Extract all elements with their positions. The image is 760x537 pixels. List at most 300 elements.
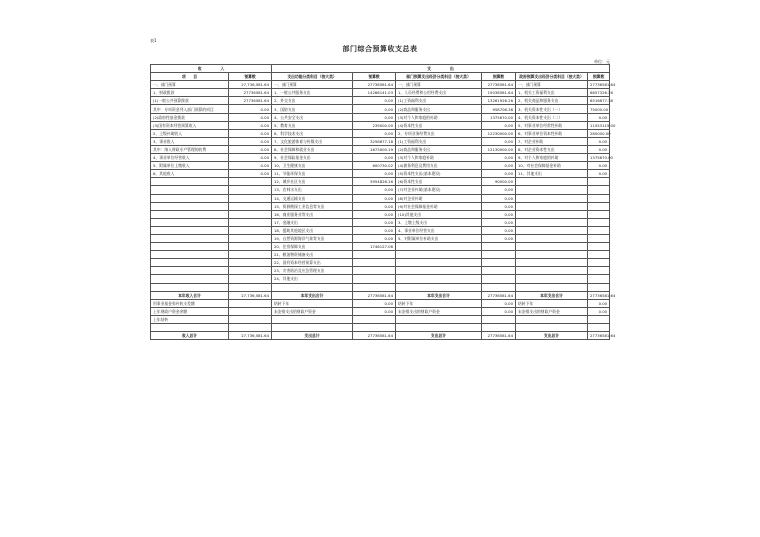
- table-cell: 4、机关资本性支出（二）: [516, 113, 588, 121]
- column-header: 项 目: [151, 73, 229, 81]
- table-cell: [396, 275, 482, 283]
- table-cell: (2)商品和服务支出: [396, 105, 482, 113]
- table-row: [151, 218, 610, 226]
- page-title: 部门综合预算收支总表: [342, 45, 418, 53]
- table-cell: [229, 324, 272, 332]
- table-cell: 280000.00: [588, 129, 610, 137]
- table-cell: 一、部门预算: [151, 81, 229, 89]
- table-cell: 0.00: [353, 218, 396, 226]
- table-cell: [151, 218, 229, 226]
- table-cell: 用事业基金弥补收支差额: [151, 299, 229, 307]
- table-cell: 17、金融支出: [272, 218, 353, 226]
- table-cell: 0.00: [229, 162, 272, 170]
- table-cell: 支出总计: [396, 332, 482, 340]
- table-cell: 3、事业收入: [151, 137, 229, 145]
- table-row: [151, 89, 610, 97]
- table-cell: (1)工资福利支出: [396, 137, 482, 145]
- table-cell: [516, 315, 588, 323]
- table-cell: [229, 194, 272, 202]
- table-cell: 未安排支出的财政户资金: [516, 307, 588, 315]
- table-cell: (6)资本性支出: [396, 178, 482, 186]
- table-cell: 5、附属单位上缴收入: [151, 162, 229, 170]
- table-cell: 2、机关商品和服务支出: [516, 97, 588, 105]
- table-cell: 0.00: [229, 145, 272, 153]
- table-cell: 上年财政户资金余额: [151, 307, 229, 315]
- table-cell: 未安排支出的财政户资金: [396, 307, 482, 315]
- table-row: [151, 283, 610, 291]
- table-cell: 0.00: [482, 202, 516, 210]
- table-cell: 27736581.64: [588, 291, 610, 299]
- table-cell: [151, 226, 229, 234]
- unit-label: 单位：元: [594, 59, 610, 64]
- table-cell: (8)对企业补助: [396, 194, 482, 202]
- column-header: 支出功能分类科目（按大类）: [272, 73, 353, 81]
- table-cell: 0.00: [229, 154, 272, 162]
- table-row: [151, 105, 610, 113]
- table-cell: 1746127.06: [353, 243, 396, 251]
- table-cell: [353, 267, 396, 275]
- table-cell: 27,736,581.64: [229, 332, 272, 340]
- table-cell: [588, 315, 610, 323]
- table-cell: [229, 178, 272, 186]
- table-cell: 0.00: [229, 137, 272, 145]
- table-cell: [229, 283, 272, 291]
- table-cell: 支出总计: [516, 332, 588, 340]
- table-cell: 0.00: [229, 121, 272, 129]
- table-cell: [588, 259, 610, 267]
- table-row: [151, 162, 610, 170]
- table-cell: [151, 202, 229, 210]
- table-cell: 1、一般公共服务支出: [272, 89, 353, 97]
- table-cell: [151, 283, 229, 291]
- table-cell: [353, 283, 396, 291]
- table-cell: [482, 243, 516, 251]
- table-cell: [482, 275, 516, 283]
- table-row: [151, 186, 610, 194]
- table-cell: [516, 218, 588, 226]
- table-cell: 600730.02: [353, 162, 396, 170]
- table-cell: [516, 194, 588, 202]
- table-row: [151, 137, 610, 145]
- table-cell: 22、国有资本经营预算支出: [272, 259, 353, 267]
- table-cell: 3、机关资本性支出（一）: [516, 105, 588, 113]
- table-cell: [151, 243, 229, 251]
- table-cell: [588, 178, 610, 186]
- table-cell: (2)商品和服务支出: [396, 145, 482, 153]
- table-cell: 11553119.00: [588, 121, 610, 129]
- table-cell: 27736581.64: [482, 291, 516, 299]
- table-row: [151, 226, 610, 234]
- table-row: [151, 170, 610, 178]
- table-cell: 2、上级补助收入: [151, 129, 229, 137]
- table-cell: 0.00: [353, 194, 396, 202]
- table-cell: 7、文化旅游体育与传媒支出: [272, 137, 353, 145]
- table-cell: 一、部门预算: [272, 81, 353, 89]
- table-cell: 27,736,581.64: [229, 291, 272, 299]
- table-cell: 4、事业单位经营收入: [151, 154, 229, 162]
- table-cell: 27736581.64: [353, 291, 396, 299]
- table-cell: [396, 283, 482, 291]
- table-row: [151, 178, 610, 186]
- table-cell: [272, 315, 353, 323]
- table-cell: [516, 178, 588, 186]
- table-cell: (2)政府性基金拨款: [151, 113, 229, 121]
- table-cell: 11、节能环保支出: [272, 170, 353, 178]
- column-header: 预算数: [588, 73, 610, 81]
- table-cell: 0.00: [588, 307, 610, 315]
- table-cell: [588, 243, 610, 251]
- table-cell: [229, 234, 272, 242]
- table-cell: [229, 275, 272, 283]
- table-cell: [396, 243, 482, 251]
- table-cell: (7)对企业补助(基本建设): [396, 186, 482, 194]
- table-row: [151, 299, 610, 307]
- table-cell: 19、自然资源海洋气象等支出: [272, 234, 353, 242]
- table-cell: [151, 251, 229, 259]
- column-header: 预算数: [229, 73, 272, 81]
- table-cell: [482, 267, 516, 275]
- table-cell: 0.00: [353, 170, 396, 178]
- table-cell: [353, 315, 396, 323]
- table-row: [151, 121, 610, 129]
- table-cell: [396, 324, 482, 332]
- table-cell: [588, 210, 610, 218]
- table-cell: [482, 259, 516, 267]
- table-cell: 15036581.64: [482, 89, 516, 97]
- table-cell: 12、城乡社区支出: [272, 178, 353, 186]
- table-cell: 6、科学技术支出: [272, 129, 353, 137]
- table-cell: 0.00: [353, 129, 396, 137]
- table-row: [151, 315, 610, 323]
- table-cell: [353, 324, 396, 332]
- table-cell: (1)工资福利支出: [396, 97, 482, 105]
- table-row: [151, 275, 610, 283]
- table-cell: 8516877.38: [588, 97, 610, 105]
- table-cell: 5、教育支出: [272, 121, 353, 129]
- table-cell: [516, 275, 588, 283]
- table-cell: 27736581.64: [229, 97, 272, 105]
- table-cell: 21、粮油物资储备支出: [272, 251, 353, 259]
- table-cell: 一、部门预算: [516, 81, 588, 89]
- table-cell: [229, 259, 272, 267]
- table-cell: 2、专项业务经费支出: [396, 129, 482, 137]
- table-cell: [516, 234, 588, 242]
- table-cell: 8、对企业资本性支出: [516, 145, 588, 153]
- table-cell: 0.00: [482, 234, 516, 242]
- table-cell: 0.00: [353, 234, 396, 242]
- table-cell: 1375670.00: [482, 113, 516, 121]
- table-cell: 12130000.00: [482, 145, 516, 153]
- table-cell: 27736581.64: [588, 81, 610, 89]
- table-cell: 75000.00: [588, 105, 610, 113]
- table-cell: [272, 324, 353, 332]
- table-cell: 结转下年: [396, 299, 482, 307]
- table-number: 表1: [150, 38, 157, 43]
- table-cell: [516, 259, 588, 267]
- table-cell: [229, 186, 272, 194]
- table-cell: 0.00: [353, 307, 396, 315]
- table-cell: 9、社会保险基金支出: [272, 154, 353, 162]
- table-cell: 0.00: [353, 97, 396, 105]
- table-cell: 4、公共安全支出: [272, 113, 353, 121]
- table-cell: [353, 251, 396, 259]
- table-cell: 23、灾害防治及应急管理支出: [272, 267, 353, 275]
- table-cell: 未安排支出的财政户资金: [272, 307, 353, 315]
- table-cell: 0.00: [353, 210, 396, 218]
- table-cell: [588, 202, 610, 210]
- table-cell: 0.00: [482, 121, 516, 129]
- table-cell: 1、机关工资福利支出: [516, 89, 588, 97]
- table-cell: [229, 315, 272, 323]
- table-cell: 7、对企业补助: [516, 137, 588, 145]
- table-cell: 结转下年: [516, 299, 588, 307]
- header-row-2: [151, 73, 610, 81]
- table-cell: 0.00: [482, 218, 516, 226]
- table-cell: 3、国防支出: [272, 105, 353, 113]
- table-cell: [516, 226, 588, 234]
- table-cell: 4、事业单位经营支出: [396, 226, 482, 234]
- expense-header: 支 出: [272, 65, 610, 73]
- table-cell: (3)对个人和家庭的补助: [396, 113, 482, 121]
- table-cell: [151, 210, 229, 218]
- table-cell: 支出总计: [272, 332, 353, 340]
- table-cell: 27736581.64: [353, 332, 396, 340]
- table-cell: 本年支出合计: [396, 291, 482, 299]
- table-cell: (3)对个人和家庭补助: [396, 154, 482, 162]
- table-cell: 27736581.64: [229, 89, 272, 97]
- table-cell: [482, 251, 516, 259]
- table-row: [151, 194, 610, 202]
- table-cell: 0.00: [353, 299, 396, 307]
- table-cell: [516, 324, 588, 332]
- table-cell: 11、其他支出: [516, 170, 588, 178]
- table-cell: [588, 275, 610, 283]
- table-cell: 0.00: [482, 307, 516, 315]
- table-cell: [516, 243, 588, 251]
- table-cell: [229, 307, 272, 315]
- column-header: 政府预算支出经济分类科目（按大类）: [516, 73, 588, 81]
- table-cell: 0.00: [482, 170, 516, 178]
- table-row: [151, 129, 610, 137]
- table-row: [151, 97, 610, 105]
- table-cell: [482, 324, 516, 332]
- table-cell: 27736581.64: [482, 81, 516, 89]
- table-cell: 0.00: [229, 170, 272, 178]
- table-row: [151, 251, 610, 259]
- table-cell: [396, 259, 482, 267]
- table-cell: [588, 251, 610, 259]
- table-cell: 0.00: [482, 154, 516, 162]
- table-cell: [229, 251, 272, 259]
- table-cell: 0.00: [482, 162, 516, 170]
- table-row: [151, 307, 610, 315]
- table-cell: 0.00: [588, 145, 610, 153]
- table-cell: [482, 315, 516, 323]
- table-cell: 0.00: [229, 105, 272, 113]
- table-cell: 13261926.26: [482, 97, 516, 105]
- table-row: [151, 202, 610, 210]
- table-cell: 6657326.26: [588, 89, 610, 97]
- table-cell: 1、财政拨款: [151, 89, 229, 97]
- table-cell: [588, 186, 610, 194]
- table-cell: 27736581.64: [588, 332, 610, 340]
- table-cell: 6、对事业单位资本性补助: [516, 129, 588, 137]
- table-cell: [396, 315, 482, 323]
- table-cell: 0.00: [588, 137, 610, 145]
- table-cell: 14266141.03: [353, 89, 396, 97]
- table-cell: (4)债务利息及费用支出: [396, 162, 482, 170]
- table-cell: 0.00: [353, 105, 396, 113]
- table-cell: 0.00: [353, 226, 396, 234]
- table-cell: 24、其他支出: [272, 275, 353, 283]
- table-cell: 结转下年: [272, 299, 353, 307]
- table-cell: [516, 202, 588, 210]
- table-cell: [396, 251, 482, 259]
- table-cell: [229, 243, 272, 251]
- table-cell: (10)其他支出: [396, 210, 482, 218]
- table-cell: 1673000.19: [353, 145, 396, 153]
- table-cell: 90000.00: [482, 178, 516, 186]
- table-cell: [151, 234, 229, 242]
- table-cell: 5954826.16: [353, 178, 396, 186]
- table-cell: 0.00: [588, 299, 610, 307]
- table-row: [151, 259, 610, 267]
- table-cell: [396, 267, 482, 275]
- table-cell: [516, 267, 588, 275]
- table-cell: [588, 218, 610, 226]
- table-cell: [151, 324, 229, 332]
- table-cell: 1375670.00: [588, 154, 610, 162]
- column-header: 预算数: [482, 73, 516, 81]
- table-cell: 239000.00: [353, 121, 396, 129]
- table-cell: 10、对社会保障基金补助: [516, 162, 588, 170]
- table-cell: [516, 283, 588, 291]
- table-row: [151, 234, 610, 242]
- table-cell: [151, 186, 229, 194]
- table-cell: 0.00: [588, 170, 610, 178]
- table-cell: 14、交通运输支出: [272, 194, 353, 202]
- table-cell: 其中：纳入财政专户管理的收费: [151, 145, 229, 153]
- table-cell: 3256877.18: [353, 137, 396, 145]
- table-cell: (4)资本性支出: [396, 121, 482, 129]
- table-cell: [588, 194, 610, 202]
- table-cell: 20、住房保障支出: [272, 243, 353, 251]
- table-row: [151, 243, 610, 251]
- table-cell: [151, 178, 229, 186]
- table-cell: 3、上缴上级支出: [396, 218, 482, 226]
- table-row: [151, 210, 610, 218]
- table-cell: 上年结转: [151, 315, 229, 323]
- table-cell: 0.00: [353, 202, 396, 210]
- table-cell: 13、农林水支出: [272, 186, 353, 194]
- table-cell: [229, 202, 272, 210]
- income-header: 收 入: [151, 65, 272, 73]
- table-cell: 2、外交支出: [272, 97, 353, 105]
- table-cell: 27736581.64: [482, 332, 516, 340]
- table-cell: [482, 283, 516, 291]
- table-cell: 0.00: [353, 154, 396, 162]
- table-cell: 18、援助其他地区支出: [272, 226, 353, 234]
- table-cell: [588, 234, 610, 242]
- table-cell: 0.00: [482, 186, 516, 194]
- budget-table: [150, 64, 616, 340]
- table-cell: (3)国有资本经营预算收入: [151, 121, 229, 129]
- table-row: [151, 81, 610, 89]
- table-cell: [353, 259, 396, 267]
- table-cell: 15、资源勘探工业信息等支出: [272, 202, 353, 210]
- table-cell: 0.00: [353, 113, 396, 121]
- table-cell: [229, 218, 272, 226]
- table-cell: 9、对个人和家庭的补助: [516, 154, 588, 162]
- table-cell: 本年收入合计: [151, 291, 229, 299]
- table-cell: 收入总计: [151, 332, 229, 340]
- table-cell: 0.00: [482, 194, 516, 202]
- table-row: [151, 267, 610, 275]
- table-cell: 0.00: [482, 137, 516, 145]
- table-cell: [151, 259, 229, 267]
- table-cell: 16、商业服务业等支出: [272, 210, 353, 218]
- table-cell: [151, 267, 229, 275]
- table-cell: 0.00: [588, 113, 610, 121]
- table-cell: 0.00: [588, 162, 610, 170]
- table-cell: 5、对附属单位补助支出: [396, 234, 482, 242]
- table-cell: 12230000.00: [482, 129, 516, 137]
- table-cell: 其中：专项资金列入部门预算的项目: [151, 105, 229, 113]
- table-cell: [229, 210, 272, 218]
- table-cell: 0.00: [353, 186, 396, 194]
- table-row: [151, 324, 610, 332]
- table-cell: 27,736,581.64: [229, 81, 272, 89]
- table-cell: 8、社会保障和就业支出: [272, 145, 353, 153]
- subtotal-row: [151, 291, 610, 299]
- column-header: 预算数: [353, 73, 396, 81]
- table-cell: 0.00: [229, 129, 272, 137]
- table-cell: [588, 324, 610, 332]
- table-cell: (5)资本性支出(基本建设): [396, 170, 482, 178]
- table-cell: [516, 210, 588, 218]
- table-cell: [516, 251, 588, 259]
- table-cell: 0.00: [482, 210, 516, 218]
- table-cell: [588, 283, 610, 291]
- table-cell: 958706.38: [482, 105, 516, 113]
- table-cell: (1)一般公共预算拨款: [151, 97, 229, 105]
- table-row: [151, 154, 610, 162]
- table-row: [151, 113, 610, 121]
- table-cell: [151, 194, 229, 202]
- table-row: [151, 145, 610, 153]
- table-cell: 1、人员经费和公用经费支出: [396, 89, 482, 97]
- table-cell: 10、卫生健康支出: [272, 162, 353, 170]
- table-cell: [272, 283, 353, 291]
- table-cell: 5、对事业单位经常性补助: [516, 121, 588, 129]
- table-cell: [229, 299, 272, 307]
- table-cell: [588, 226, 610, 234]
- table-cell: [229, 226, 272, 234]
- table-cell: 本年支出合计: [272, 291, 353, 299]
- table-cell: [151, 275, 229, 283]
- table-cell: (9)对社会保障基金补助: [396, 202, 482, 210]
- table-cell: 27736581.64: [353, 81, 396, 89]
- table-cell: [516, 186, 588, 194]
- table-cell: [588, 267, 610, 275]
- table-cell: [353, 275, 396, 283]
- table-cell: 一、部门预算: [396, 81, 482, 89]
- table-cell: 本年支出合计: [516, 291, 588, 299]
- table-cell: 0.00: [482, 226, 516, 234]
- header-row-1: [151, 65, 610, 73]
- column-header: 部门预算支出经济分类科目（按大类）: [396, 73, 482, 81]
- table-cell: 0.00: [482, 299, 516, 307]
